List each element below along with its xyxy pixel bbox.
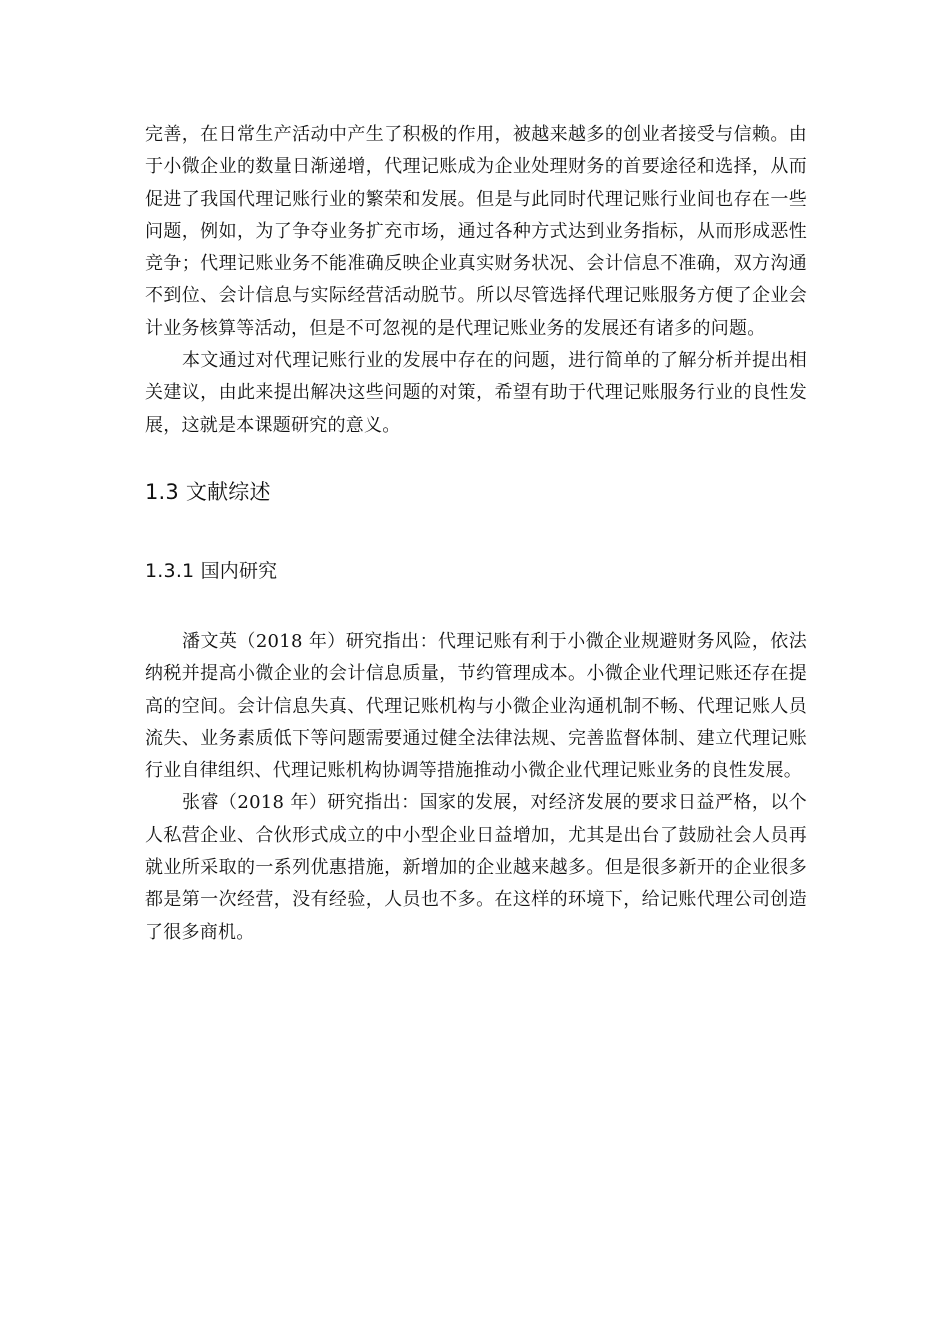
significance-paragraph: 本文通过对代理记账行业的发展中存在的问题，进行简单的了解分析并提出相关建议，由此来提出解决这些问题的对策，希望有助于代理记账服务行业的良性发展，这就是本课题研究的意义。 (145, 350, 807, 436)
subsection-heading-domestic-research: 1.3.1 国内研究 (145, 559, 278, 582)
section-heading-literature-review: 1.3 文献综述 (145, 479, 271, 504)
research-paragraph-pan: 潘文英（2018 年）研究指出：代理记账有利于小微企业规避财务风险，依法纳税并提高小微企业的会计信息质量，节约管理成本。小微企业代理记账还存在提高的空间。会计信息失真、代理记账机构与小微企业沟通机制不畅、代理记账人员流失、业务素质低下等问题需要通过健全法律法规、完善监督体制、建立代理记账行业自律组织、代理记账机构协调等措施推动小微企业代理记账业务的良性发展。 (145, 630, 807, 782)
intro-paragraph: 完善，在日常生产活动中产生了积极的作用，被越来越多的创业者接受与信赖。由于小微企业的数量日渐递增，代理记账成为企业处理财务的首要途径和选择，从而促进了我国代理记账行业的繁荣和发展。但是与此同时代理记账行业间也存在一些问题，例如，为了争夺业务扩充市场，通过各种方式达到业务指标，从而形成恶性竞争；代理记账业务不能准确反映企业真实财务状况、会计信息不准确，双方沟通不到位、会计信息与实际经营活动脱节。所以尽管选择代理记账服务方便了企业会计业务核算等活动，但是不可忽视的是代理记账业务的发展还有诸多的问题。 (145, 124, 807, 339)
research-paragraph-zhang: 张睿（2018 年）研究指出：国家的发展，对经济发展的要求日益严格，以个人私营企业、合伙形式成立的中小型企业日益增加，尤其是出台了鼓励社会人员再就业所采取的一系列优惠措施，新增加的企业越来越多。但是很多新开的企业很多都是第一次经营，没有经验，人员也不多。在这样的环境下，给记账代理公司创造了很多商机。 (145, 792, 807, 943)
document-body (145, 119, 807, 949)
